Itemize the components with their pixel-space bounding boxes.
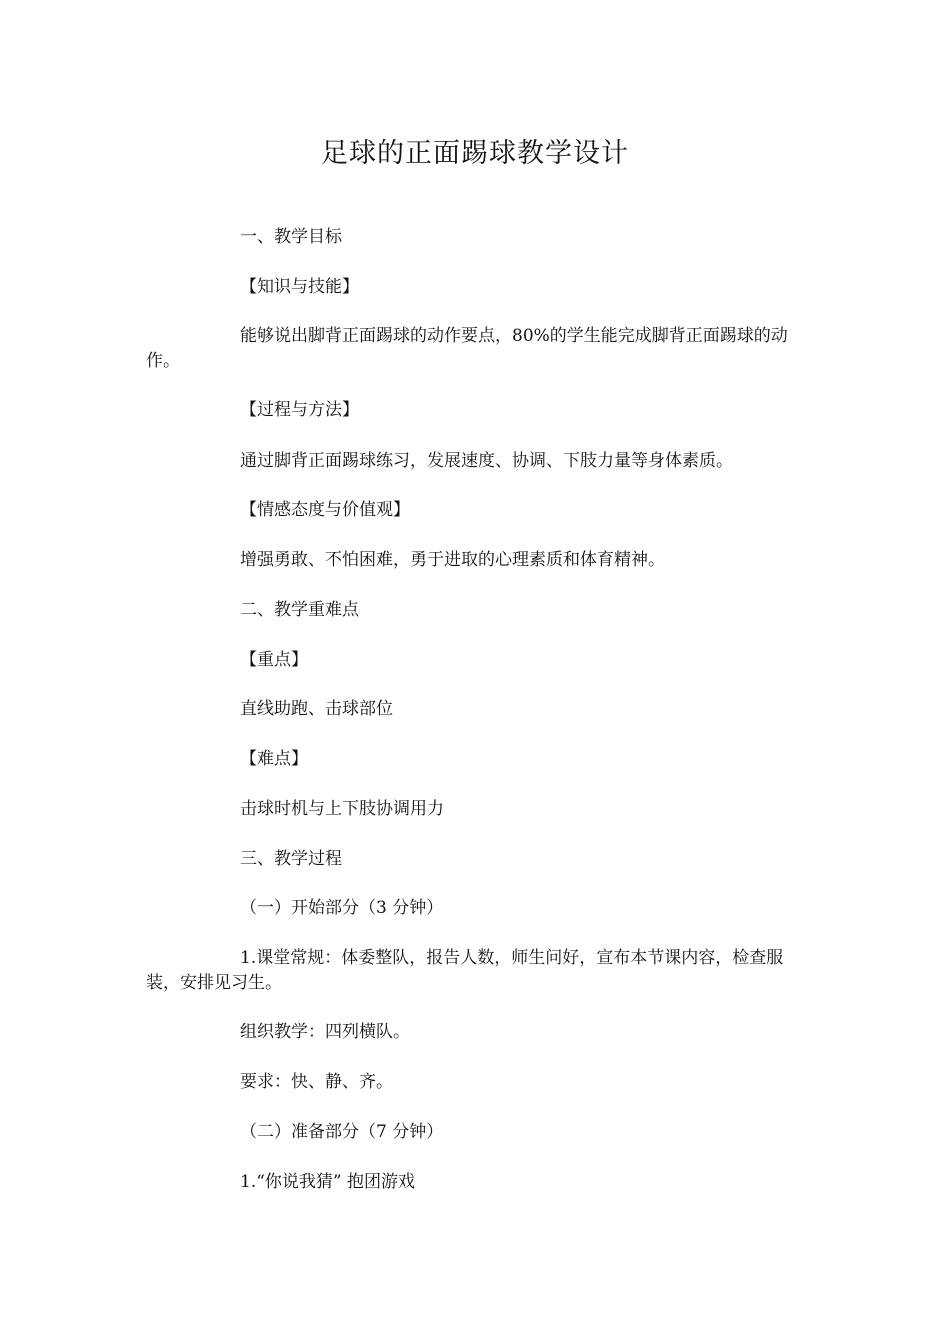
section-heading-process: 三、教学过程: [240, 849, 342, 869]
paragraph-knowledge-skills: 能够说出脚背正面踢球的动作要点，80%的学生能完成脚背正面踢球的动作。: [146, 326, 788, 371]
paragraph-process-method: 通过脚背正面踢球练习，发展速度、协调、下肢力量等身体素质。: [240, 451, 733, 471]
section-heading-key-points: 二、教学重难点: [240, 600, 359, 620]
subheading-opening-part: （一）开始部分（3 分钟）: [240, 898, 444, 918]
subheading-process-method: 【过程与方法】: [240, 400, 359, 420]
subheading-key-point: 【重点】: [240, 650, 308, 670]
section-heading-objectives: 一、教学目标: [240, 227, 342, 247]
paragraph-key-point: 直线助跑、击球部位: [240, 699, 393, 719]
paragraph-requirements: 要求：快、静、齐。: [240, 1072, 393, 1092]
paragraph-organization: 组织教学：四列横队。: [240, 1022, 410, 1042]
subheading-knowledge-skills: 【知识与技能】: [240, 277, 359, 297]
subheading-difficulty: 【难点】: [240, 749, 308, 769]
document-title: 足球的正面踢球教学设计: [321, 138, 629, 169]
paragraph-game: 1.“你说我猜” 抱团游戏: [240, 1172, 416, 1192]
subheading-attitude-values: 【情感态度与价值观】: [240, 500, 410, 520]
paragraph-class-routine: 1.课堂常规：体委整队，报告人数，师生问好，宣布本节课内容，检查服装，安排见习生。: [146, 948, 784, 993]
subheading-preparation-part: （二）准备部分（7 分钟）: [240, 1122, 444, 1142]
paragraph-difficulty: 击球时机与上下肢协调用力: [240, 799, 444, 819]
paragraph-attitude-values: 增强勇敢、不怕困难，勇于进取的心理素质和体育精神。: [240, 550, 665, 570]
